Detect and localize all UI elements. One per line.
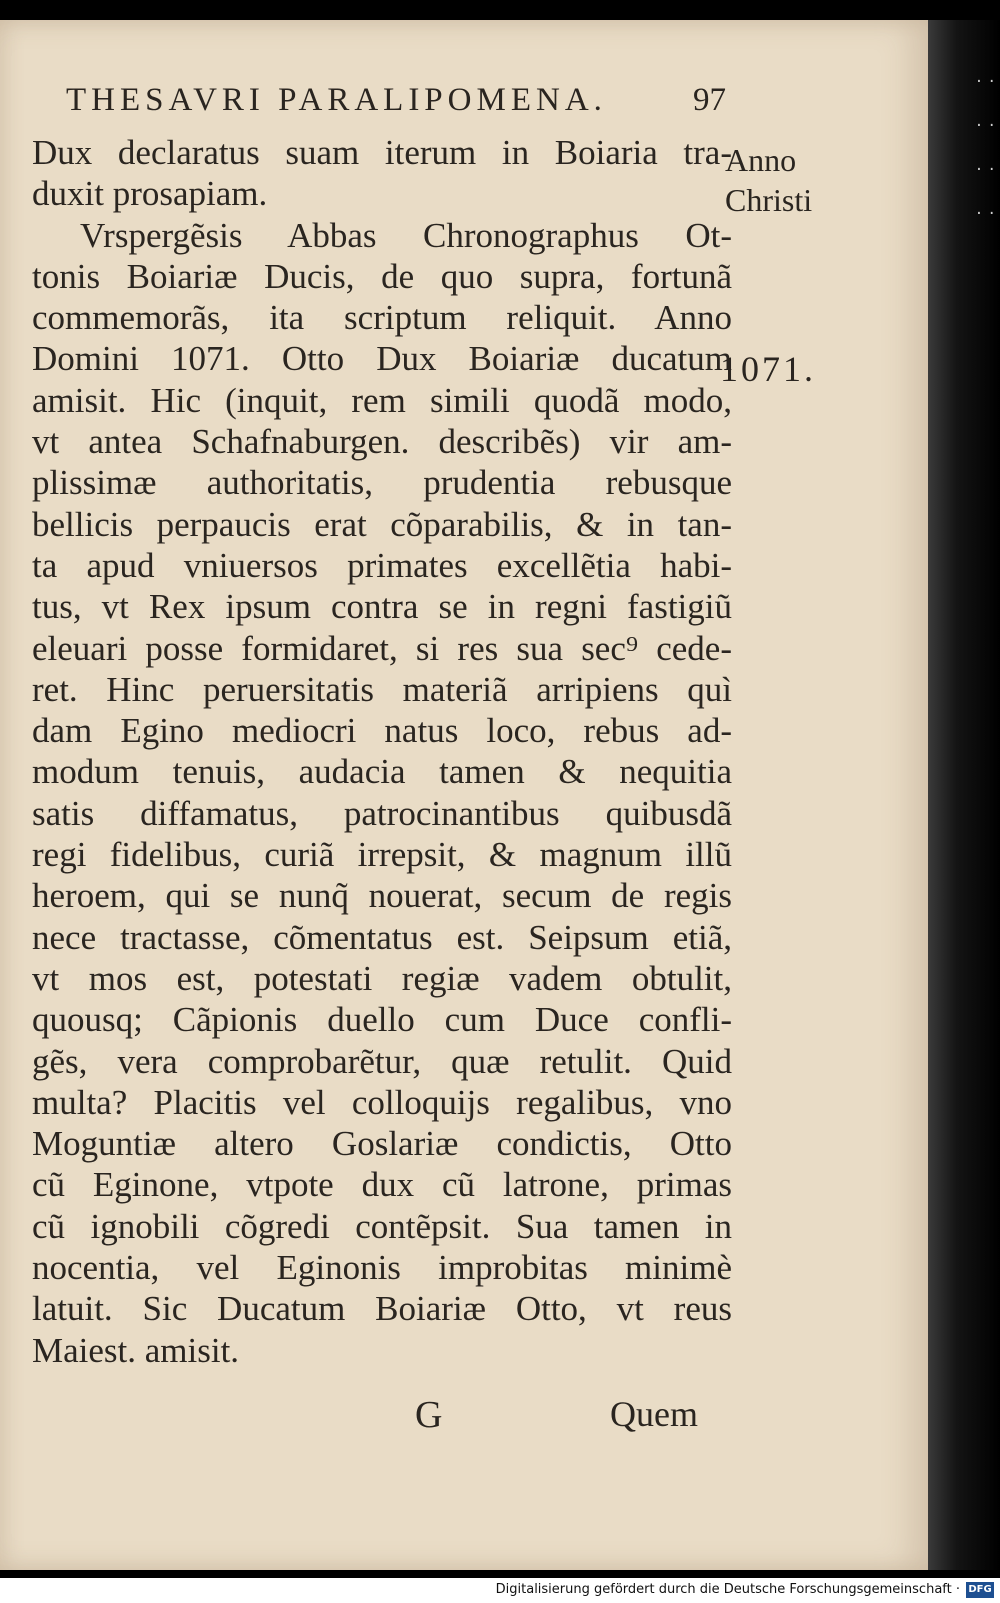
margin-note-anno-christi: [725, 140, 812, 220]
text-line: bellicis perpaucis erat cõparabilis, & in tan-: [32, 504, 732, 544]
text-line: Vrspergẽsis Abbas Chronographus Ot-: [80, 215, 732, 255]
digitization-footer: [0, 1578, 1000, 1603]
text-line: duxit prosapiam.: [32, 174, 268, 214]
margin-note-christi: Christi: [725, 182, 813, 218]
margin-note-anno: Anno: [725, 142, 797, 178]
page-header: [66, 82, 726, 132]
text-line: tonis Boiariæ Ducis, de quo supra, fortunã: [32, 256, 732, 296]
footer-credit: Digitalisierung gefördert durch die Deutsche Forschungsgemeinschaft ·: [495, 1582, 960, 1597]
text-line: tus, vt Rex ipsum contra se in regni fastigiũ: [32, 587, 732, 627]
text-line: heroem, qui se nunq̃ nouerat, secum de regis: [32, 876, 732, 916]
page-edge-marks: · · · · · · · ·: [974, 74, 994, 222]
signature-mark: G: [415, 1394, 443, 1436]
text-line: commemorãs, ita scriptum reliquit. Anno: [32, 298, 732, 338]
text-line: quousq; Cãpionis duello cum Duce confli-: [32, 1000, 732, 1040]
text-line: Maiest. amisit.: [32, 1330, 240, 1370]
text-line: latuit. Sic Ducatum Boiariæ Otto, vt reus: [32, 1289, 732, 1329]
text-line: nocentia, vel Eginonis improbitas minimè: [32, 1248, 732, 1288]
text-line: vt mos est, potestati regiæ vadem obtulit,: [32, 958, 732, 998]
text-line: plissimæ authoritatis, prudentia rebusque: [32, 463, 732, 503]
text-line: dam Egino mediocri natus loco, rebus ad-: [32, 711, 732, 751]
text-line: ret. Hinc peruersitatis materiã arripiens quì: [32, 669, 732, 709]
text-line: vt antea Schafnaburgen. describẽs) vir am-: [32, 422, 732, 462]
text-line: modum tenuis, audacia tamen & nequitia: [32, 752, 732, 792]
text-line: cũ ignobili cõgredi contẽpsit. Sua tamen in: [32, 1206, 732, 1246]
text-line: cũ Eginone, vtpote dux cũ latrone, primas: [32, 1165, 732, 1205]
text-line: regi fidelibus, curiã irrepsit, & magnum illũ: [32, 835, 732, 875]
text-line: ta apud vniuersos primates excellẽtia habi-: [32, 545, 732, 585]
text-line: Dux declaratus suam iterum in Boiaria tra-: [32, 133, 732, 172]
text-line: nece tractasse, cõmentatus est. Seipsum etiã,: [32, 917, 732, 957]
body-text: [32, 132, 732, 1371]
catchword: Quem: [610, 1394, 698, 1434]
dfg-logo: DFG: [966, 1582, 994, 1598]
text-line: satis diffamatus, patrocinantibus quibusdã: [32, 793, 732, 833]
text-line: eleuari posse formidaret, si res sua sec⁹ cede-: [32, 628, 732, 668]
text-line: Domini 1071. Otto Dux Boiariæ ducatum: [32, 339, 732, 379]
text-line: multa? Placitis vel colloquijs regalibus, vno: [32, 1082, 732, 1122]
text-line: amisit. Hic (inquit, rem simili quodã modo,: [32, 380, 732, 420]
book-spine-shadow: [928, 20, 1000, 1570]
page-number: 97: [693, 82, 726, 118]
running-head: THESAVRI PARALIPOMENA.: [66, 82, 607, 118]
margin-note-year: 1071.: [720, 349, 816, 389]
text-line: gẽs, vera comprobarẽtur, quæ retulit. Quid: [32, 1041, 732, 1081]
text-line: Moguntiæ altero Goslariæ condictis, Otto: [32, 1124, 732, 1164]
